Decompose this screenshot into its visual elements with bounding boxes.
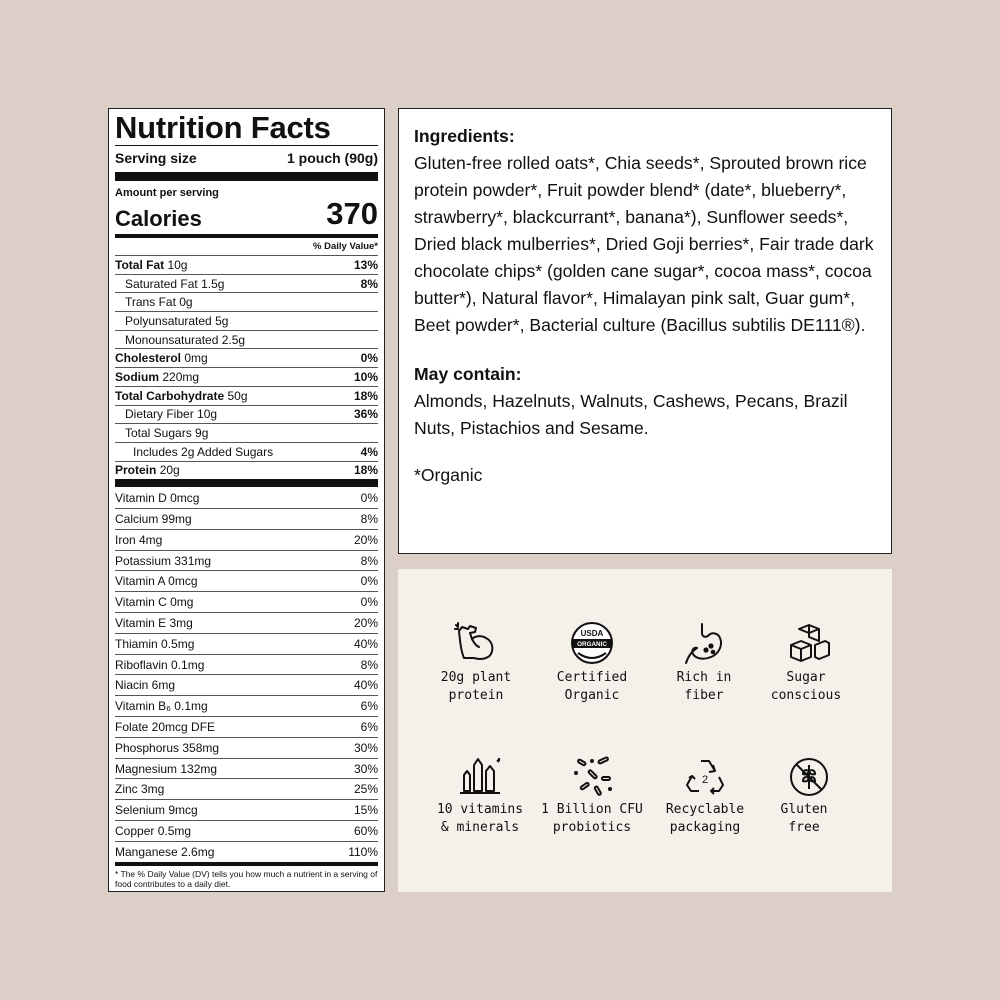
nutrient-amount: 20g <box>159 463 180 478</box>
vitamin-table <box>115 487 378 861</box>
ingredients-text: Gluten-free rolled oats*, Chia seeds*, Sprouted brown rice protein powder*, Fruit powder blend* (date*, blueberry*, strawberry*, blackcurrant*, banana*), Sunflower seeds*, Dried black mulberries*, Dried Goji berries*, Fair trade dark chocolate chips* (golden cane sugar*, cocoa mass*, cocoa butter*), Natural flavor*, Himalayan pink salt, Guar gum*, Beet powder*, Bacterial culture (Bacillus subtilis DE111®). <box>414 153 874 335</box>
vitamin-row <box>115 508 378 529</box>
vitamin-pct: 60% <box>353 823 378 838</box>
nutrient-amount: 10g <box>197 407 218 422</box>
ingredients-panel <box>398 108 892 554</box>
nutrient-pct: 0% <box>360 351 378 366</box>
vitamin-row <box>115 529 378 550</box>
vitamin-row <box>115 778 378 799</box>
crystals-icon <box>458 755 502 799</box>
features-panel <box>398 569 892 892</box>
nutrient-table <box>115 255 378 479</box>
nutrient-name: Includes 2g Added Sugars <box>133 444 274 459</box>
muscle-icon <box>454 621 498 665</box>
vitamin-row <box>115 799 378 820</box>
nutrient-row <box>115 405 378 424</box>
svg-text:ORGANIC: ORGANIC <box>577 641 607 648</box>
feature-label: Gluten free <box>780 802 828 835</box>
nutrient-name: Trans Fat <box>125 295 176 310</box>
nutrition-facts-label <box>108 108 385 892</box>
feature-label: Recyclable packaging <box>665 802 745 835</box>
vitamin-name: Magnesium 132mg <box>115 761 218 776</box>
vitamin-pct: 15% <box>353 803 378 818</box>
sugar-cubes-icon <box>787 621 831 665</box>
stomach-icon <box>682 621 726 665</box>
vitamin-name: Vitamin A 0mcg <box>115 574 198 589</box>
vitamin-pct: 8% <box>360 657 378 672</box>
nutrient-name: Protein <box>115 463 157 478</box>
serving-value: 1 pouch (90g) <box>286 150 378 166</box>
divider-thick <box>115 479 378 487</box>
ingredients-heading: Ingredients: <box>414 126 515 146</box>
nutrient-name: Total Carbohydrate <box>115 388 225 403</box>
vitamin-name: Copper 0.5mg <box>115 823 192 838</box>
vitamin-row <box>115 550 378 571</box>
vitamin-name: Potassium 331mg <box>115 553 212 568</box>
vitamin-pct: 8% <box>360 553 378 568</box>
nutrient-pct: 4% <box>360 444 378 459</box>
vitamin-name: Vitamin E 3mg <box>115 615 193 630</box>
vitamin-name: Calcium 99mg <box>115 511 192 526</box>
vitamin-name: Zinc 3mg <box>115 782 165 797</box>
vitamin-row <box>115 841 378 862</box>
calories-row <box>115 196 378 231</box>
feature-label: 20g plant protein <box>440 670 512 703</box>
no-gluten-icon <box>787 755 831 799</box>
nutrient-amount: 2.5g <box>221 332 246 347</box>
vitamin-name: Phosphorus 358mg <box>115 740 220 755</box>
nutrient-name: Total Fat <box>115 257 165 272</box>
feature-label: Certified Organic <box>556 670 628 703</box>
vitamin-name: Selenium 9mcg <box>115 803 198 818</box>
vitamin-pct: 40% <box>353 636 378 651</box>
nutrient-name: Polyunsaturated <box>125 313 212 328</box>
calories-value: 370 <box>326 196 378 231</box>
divider-thick <box>115 172 378 181</box>
vitamin-row <box>115 654 378 675</box>
vitamin-pct: 110% <box>348 844 378 859</box>
vitamin-name: Vitamin B₆ 0.1mg <box>115 699 208 714</box>
nutrient-amount: 1.5g <box>201 276 225 291</box>
nutrient-name: Total Sugars <box>125 426 192 441</box>
nutrient-row <box>115 348 378 367</box>
vitamin-row <box>115 487 378 508</box>
vitamin-name: Vitamin D 0mcg <box>115 490 200 505</box>
nutrient-pct: 10% <box>353 369 378 384</box>
vitamin-row <box>115 612 378 633</box>
serving-label: Serving size <box>115 150 197 166</box>
vitamin-pct: 20% <box>353 532 378 547</box>
probiotics-icon <box>572 755 616 799</box>
vitamin-pct: 0% <box>360 490 378 505</box>
nutrient-name: Saturated Fat <box>125 276 198 291</box>
vitamin-name: Thiamin 0.5mg <box>115 636 195 651</box>
vitamin-pct: 20% <box>353 615 378 630</box>
vitamin-row <box>115 716 378 737</box>
vitamin-name: Iron 4mg <box>115 532 163 547</box>
nutrient-row <box>115 386 378 405</box>
nutrient-pct: 18% <box>353 463 378 478</box>
feature-label: Rich in fiber <box>676 670 732 703</box>
svg-text:2: 2 <box>701 774 709 786</box>
nutrient-name: Monounsaturated <box>125 332 219 347</box>
vitamin-name: Niacin 6mg <box>115 678 176 693</box>
nutrient-name: Cholesterol <box>115 351 182 366</box>
serving-size-row <box>115 146 378 168</box>
vitamin-pct: 8% <box>360 511 378 526</box>
nutrient-row <box>115 292 378 311</box>
daily-value-footnote: * The % Daily Value (DV) tells you how much a nutrient in a serving of food contributes to a daily diet. <box>115 868 378 889</box>
vitamin-pct: 0% <box>360 574 378 589</box>
nutrient-amount: 5g <box>215 313 229 328</box>
vitamin-row <box>115 674 378 695</box>
vitamin-row <box>115 695 378 716</box>
nutrient-row <box>115 461 378 480</box>
vitamin-row <box>115 591 378 612</box>
may-contain-text: Almonds, Hazelnuts, Walnuts, Cashews, Pecans, Brazil Nuts, Pistachios and Sesame. <box>414 391 848 438</box>
recycle-icon <box>683 755 727 799</box>
svg-text:USDA: USDA <box>580 629 604 638</box>
nutrient-pct: 13% <box>353 257 378 272</box>
vitamin-row <box>115 758 378 779</box>
nutrition-title: Nutrition Facts <box>115 110 331 145</box>
vitamin-pct: 30% <box>353 761 378 776</box>
nutrient-pct: 8% <box>360 276 378 291</box>
nutrient-row <box>115 330 378 349</box>
nutrient-pct: 36% <box>353 407 378 422</box>
amount-per-serving: Amount per serving <box>115 187 219 199</box>
nutrient-amount: 10g <box>167 257 188 272</box>
usda-organic-icon <box>570 621 614 665</box>
nutrient-name: Sodium <box>115 369 159 384</box>
vitamin-name: Manganese 2.6mg <box>115 844 215 859</box>
feature-label: 1 Billion CFU probiotics <box>541 802 643 835</box>
nutrient-row <box>115 442 378 461</box>
nutrient-row <box>115 423 378 442</box>
nutrient-amount: 0mg <box>184 351 208 366</box>
vitamin-row <box>115 570 378 591</box>
nutrient-amount: 0g <box>179 295 193 310</box>
vitamin-row <box>115 820 378 841</box>
nutrient-row <box>115 255 378 274</box>
nutrient-row <box>115 311 378 330</box>
daily-value-header: % Daily Value* <box>313 241 378 252</box>
may-contain-heading: May contain: <box>414 364 522 384</box>
vitamin-row <box>115 737 378 758</box>
vitamin-name: Riboflavin 0.1mg <box>115 657 205 672</box>
feature-label: 10 vitamins & minerals <box>436 802 524 835</box>
organic-note: *Organic <box>414 465 483 485</box>
nutrient-amount: 220mg <box>162 369 200 384</box>
feature-label: Sugar conscious <box>770 670 842 703</box>
vitamin-pct: 25% <box>353 782 378 797</box>
vitamin-pct: 30% <box>353 740 378 755</box>
vitamin-pct: 6% <box>360 719 378 734</box>
nutrient-row <box>115 274 378 293</box>
calories-label: Calories <box>115 206 202 231</box>
vitamin-name: Vitamin C 0mg <box>115 595 194 610</box>
nutrient-amount: 9g <box>195 426 209 441</box>
nutrient-row <box>115 367 378 386</box>
nutrient-amount: 50g <box>227 388 248 403</box>
vitamin-row <box>115 633 378 654</box>
vitamin-pct: 40% <box>353 678 378 693</box>
vitamin-pct: 6% <box>360 699 378 714</box>
vitamin-pct: 0% <box>360 595 378 610</box>
vitamin-name: Folate 20mcg DFE <box>115 719 216 734</box>
nutrient-name: Dietary Fiber <box>125 407 194 422</box>
nutrient-pct: 18% <box>353 388 378 403</box>
